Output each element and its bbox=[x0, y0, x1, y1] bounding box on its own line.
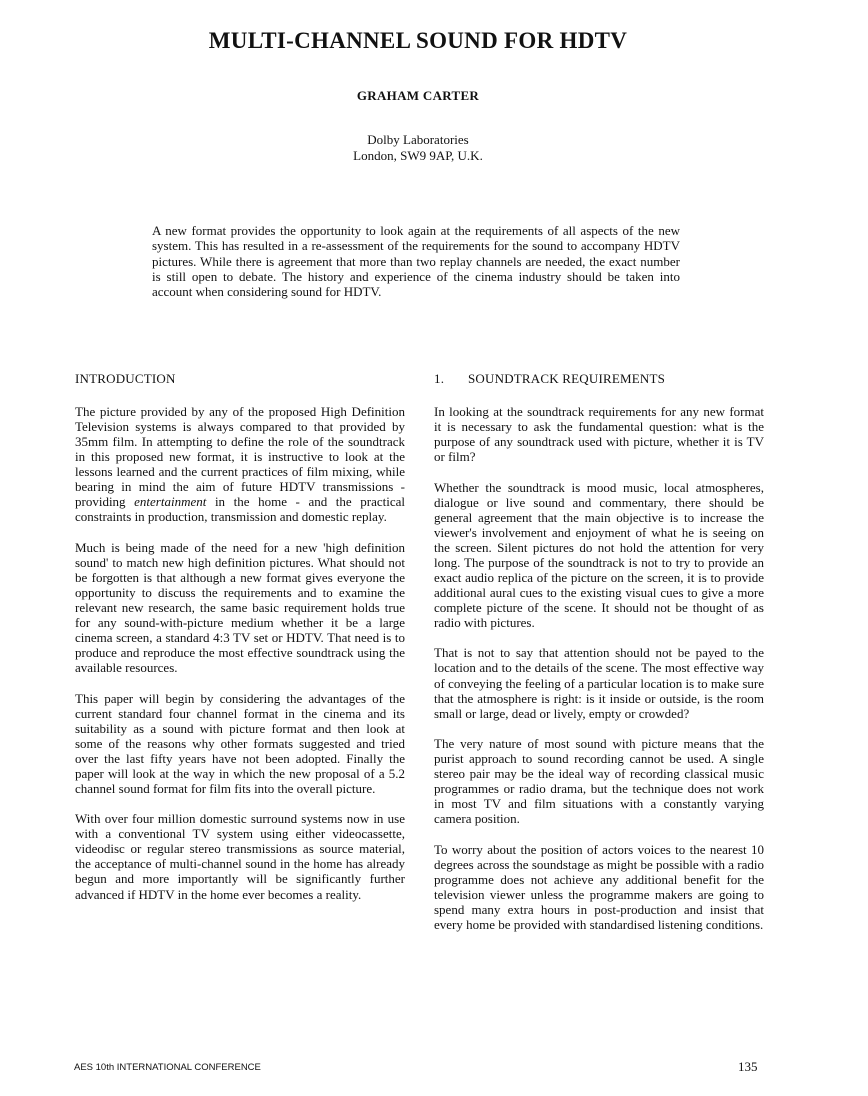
soundtrack-paragraph-5: To worry about the position of actors voices to the nearest 10 degrees across the soundstage as might be possible with a radio programme does not achieve any additional benefit for the television viewer unless the programme makers are going to spend many extra hours in post-production and insist that every home be provided with standardised listening conditions. bbox=[434, 841, 764, 932]
intro-paragraph-1 bbox=[75, 404, 405, 524]
section-heading-soundtrack-requirements bbox=[434, 371, 764, 388]
affiliation-line-1: Dolby Laboratories bbox=[367, 132, 469, 147]
soundtrack-paragraph-3: That is not to say that attention should not be payed to the location and to the details of the scene. The most effective way of conveying the feeling of a particular location is to make sure that the atmosphere is right: is it inside or outside, is the room small or large, dead or lively, empty or crowded? bbox=[434, 645, 764, 721]
page-number: 135 bbox=[738, 1059, 758, 1074]
intro-paragraph-1-emphasis: entertainment bbox=[134, 494, 207, 510]
affiliation-line-2: London, SW9 9AP, U.K. bbox=[353, 148, 483, 163]
author-name: GRAHAM CARTER bbox=[356, 88, 480, 103]
intro-paragraph-3: This paper will begin by considering the advantages of the current standard four channel format in the cinema and its suitability as a sound with picture format and then look at some of the reasons why other formats suggested and tried over the last fifty years have not been adopted. Finally the paper will look at the way in which the new proposal of a 5.2 channel sound format for film fits into the overall picture. bbox=[75, 690, 405, 796]
paper-title: MULTI-CHANNEL SOUND FOR HDTV bbox=[208, 28, 628, 53]
section-number: 1. bbox=[434, 371, 445, 386]
left-column bbox=[75, 371, 405, 917]
soundtrack-paragraph-4: The very nature of most sound with picture means that the purist approach to sound recording cannot be used. A single stereo pair may be the ideal way of recording classical music programmes or radio drama, but the technique does not work in most TV and film situations with a constantly varying camera position. bbox=[434, 736, 764, 827]
abstract: A new format provides the opportunity to look again at the requirements of all aspects of the new system. This has resulted in a re-assessment of the requirements for the sound to accompany HDTV pictures. While there is agreement that more than two replay channels are needed, the exact number is still open to debate. The history and experience of the cinema industry should be taken into account when considering sound for HDTV. bbox=[152, 223, 680, 300]
intro-paragraph-2: Much is being made of the need for a new 'high definition sound' to match new high definition pictures. What should not be forgotten is that although a new format gives everyone the opportunity to discuss the requirements and to examine the relevant new research, the same basic requirement holds true for any sound-with-picture medium whether it be a large cinema screen, a standard 4:3 TV set or HDTV. That need is to produce and reproduce the most effective soundtrack using the available resources. bbox=[75, 539, 405, 676]
section-heading-text: SOUNDTRACK REQUIREMENTS bbox=[468, 371, 666, 386]
footer-conference-name: AES 10th INTERNATIONAL CONFERENCE bbox=[74, 1062, 261, 1073]
intro-paragraph-4: With over four million domestic surround systems now in use with a conventional TV system using either videocassette, videodisc or regular stereo transmissions as source material, the acceptance of multi-channel sound in the home has already begun and more importantly will be significantly further advanced if HDTV in the home ever becomes a reality. bbox=[75, 811, 405, 902]
soundtrack-paragraph-2: Whether the soundtrack is mood music, local atmospheres, dialogue or live sound and commentary, there should be general agreement that the main objective is to increase the viewer's involvement and enjoyment of what he is seeing on the screen. Silent pictures do not hold the attention for very long. The purpose of the soundtrack is not to try to provide an exact audio replica of the picture on the screen, it is to provide additional aural cues to the existing visual cues to give a more complete picture of the scene. It should not be thought of as radio with pictures. bbox=[434, 479, 764, 630]
intro-paragraph-1-text-b: in the home - and the practical constraints in production, transmission and domestic replay. bbox=[75, 494, 405, 525]
affiliation bbox=[0, 132, 836, 164]
intro-paragraph-1-text-a: The picture provided by any of the proposed High Definition Television systems is always compared to that provided by 35mm film. In attempting to define the role of the soundtrack in this proposed new format, it is instructive to look at the lessons learned and the current practices of film mixing, while bearing in mind the aim of future HDTV transmissions - providing bbox=[75, 404, 405, 510]
section-heading-introduction: INTRODUCTION bbox=[75, 371, 176, 386]
right-column bbox=[434, 371, 764, 947]
soundtrack-paragraph-1: In looking at the soundtrack requirements for any new format it is necessary to ask the fundamental question: what is the purpose of any soundtrack used with picture, whether it is TV or film? bbox=[434, 404, 764, 465]
